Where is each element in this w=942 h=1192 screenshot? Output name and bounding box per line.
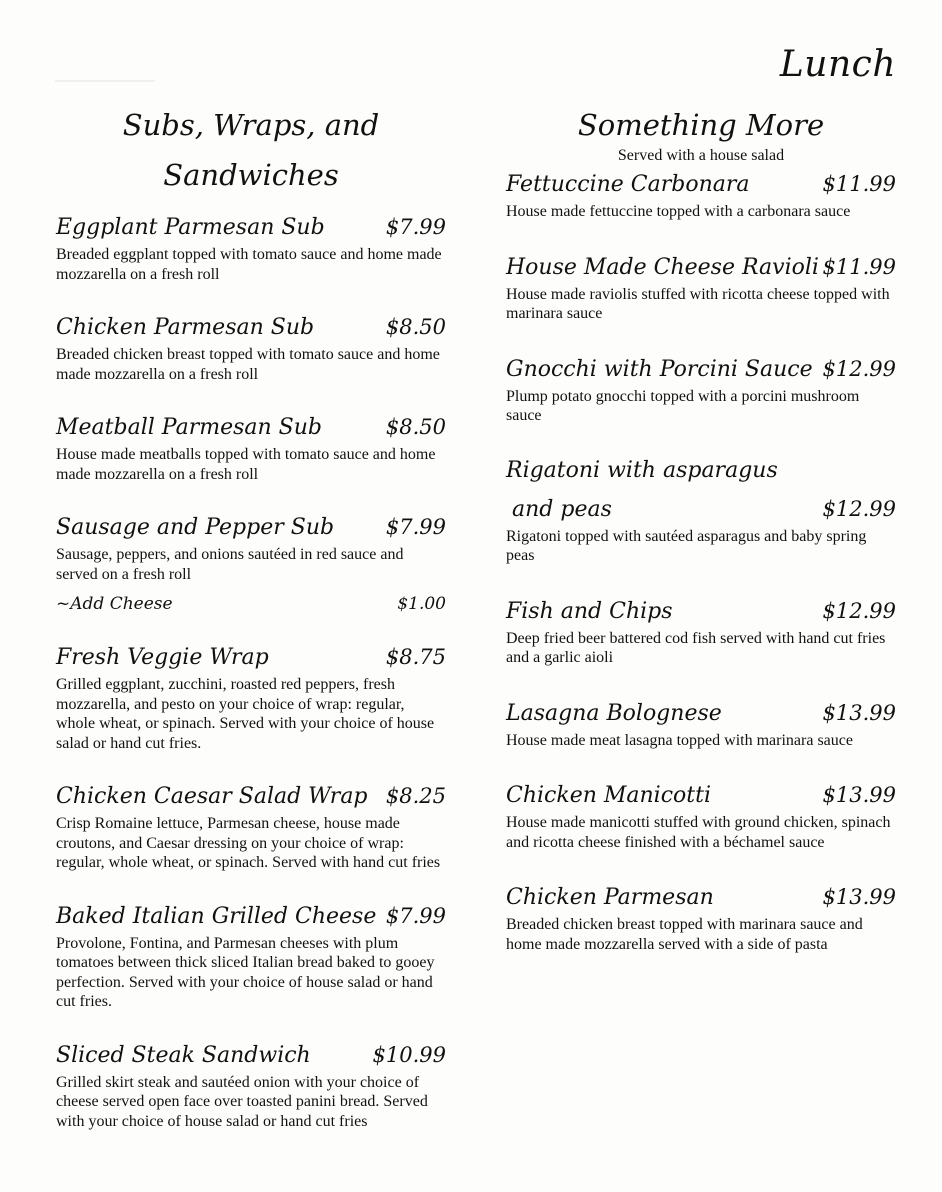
menu-item [56, 781, 446, 873]
item-name: Meatball Parmesan Sub [56, 415, 322, 440]
item-price: $12.99 [822, 598, 896, 623]
menu-item [56, 901, 446, 1012]
menu-item [56, 642, 446, 753]
item-name: Sliced Steak Sandwich [56, 1042, 311, 1068]
menu-item [506, 354, 896, 426]
menu-item [506, 252, 896, 324]
item-price: $8.25 [385, 784, 446, 808]
bleed-through-mark [55, 40, 155, 82]
item-description: Rigatoni topped with sautéed asparagus and baby spring peas [506, 527, 867, 564]
item-name: Eggplant Parmesan Sub [56, 215, 325, 240]
item-description: Plump potato gnocchi topped with a porcini mushroom sauce [506, 387, 860, 424]
page-title: Lunch [779, 44, 896, 85]
item-description: Deep fried beer battered cod fish served with hand cut fries and a garlic aioli [506, 629, 886, 666]
add-cheese-option [56, 594, 446, 614]
menu-item [506, 596, 896, 668]
item-description: House made manicotti stuffed with ground chicken, spinach and ricotta cheese finished with a béchamel sauce [506, 814, 891, 851]
item-description: Crisp Romaine lettuce, Parmesan cheese, house made croutons, and Caesar dressing on your choice of wrap: regular, whole wheat, or spinach. Served with hand cut fries [56, 815, 441, 871]
item-name: House Made Cheese Ravioli [506, 254, 819, 280]
item-price: $8.75 [385, 645, 446, 669]
item-name: Sausage and Pepper Sub [56, 515, 335, 540]
item-description: House made meatballs topped with tomato sauce and home made mozzarella on a fresh roll [56, 446, 436, 483]
item-price: $13.99 [822, 783, 896, 807]
item-name: Chicken Parmesan [506, 885, 714, 910]
menu-item [56, 212, 446, 284]
addon-label: ~Add Cheese [56, 594, 173, 614]
item-description: House made raviolis stuffed with ricotta cheese topped with marinara sauce [506, 285, 890, 322]
item-price: $11.99 [822, 172, 896, 196]
item-description: Breaded eggplant topped with tomato sauce and home made mozzarella on a fresh roll [56, 246, 442, 283]
item-name: Chicken Manicotti [506, 783, 712, 808]
item-description: Breaded chicken breast topped with marinara sauce and home made mozzarella served with a side of pasta [506, 916, 863, 953]
item-price: $13.99 [822, 700, 896, 725]
menu-item [56, 312, 446, 384]
item-description: House made meat lasagna topped with marinara sauce [506, 731, 853, 749]
section-title-line1: Subs, Wraps, and [122, 108, 380, 142]
menu-item [56, 512, 446, 614]
addon-price: $1.00 [397, 594, 446, 614]
section-title: Something More [577, 108, 825, 142]
section-title-line2: Sandwiches [163, 158, 339, 192]
item-name: Chicken Parmesan Sub [56, 315, 315, 340]
item-price: $11.99 [822, 254, 896, 279]
item-name-line2: and peas [512, 496, 612, 522]
menu-item [506, 698, 896, 751]
subs-wraps-sandwiches-section [56, 100, 446, 1131]
section-note: Served with a house salad [617, 147, 785, 164]
item-price: $10.99 [372, 1042, 446, 1067]
menu-item [506, 169, 896, 222]
item-name: Fettuccine Carbonara [506, 172, 750, 197]
item-name: Fish and Chips [506, 598, 673, 624]
something-more-section [506, 103, 896, 954]
item-price: $12.99 [822, 356, 896, 381]
item-name: Gnocchi with Porcini Sauce [506, 356, 813, 382]
menu-item [506, 456, 896, 566]
menu-item [56, 1040, 446, 1132]
item-name: Lasagna Bolognese [506, 700, 722, 726]
item-price: $8.50 [385, 315, 446, 339]
item-price: $7.99 [385, 215, 446, 239]
item-description: Sausage, peppers, and onions sautéed in red sauce and served on a fresh roll [56, 546, 404, 583]
item-description: Breaded chicken breast topped with tomato sauce and home made mozzarella on a fresh roll [56, 346, 440, 383]
item-price: $8.50 [385, 415, 446, 439]
item-price: $7.99 [385, 903, 446, 928]
menu-item [506, 780, 896, 852]
item-name: Fresh Veggie Wrap [56, 645, 269, 670]
item-price: $12.99 [822, 496, 896, 521]
item-description: House made fettuccine topped with a carbonara sauce [506, 203, 851, 220]
item-price: $13.99 [822, 885, 896, 909]
item-price: $7.99 [385, 515, 446, 539]
item-name: Baked Italian Grilled Cheese [56, 903, 377, 929]
item-description: Provolone, Fontina, and Parmesan cheeses with plum tomatoes between thick sliced Italian bread baked to gooey perfection. Served with your choice of house salad or hand cut fries. [56, 934, 435, 1010]
item-name: Rigatoni with asparagus [506, 457, 778, 483]
menu-item [506, 882, 896, 954]
item-name: Chicken Caesar Salad Wrap [56, 784, 368, 809]
item-description: Grilled eggplant, zucchini, roasted red peppers, fresh mozzarella, and pesto on your choice of wrap: regular, whole wheat, or spinach. Served with your choice of house salad or hand cut fries. [56, 676, 435, 752]
menu-item [56, 412, 446, 484]
item-description: Grilled skirt steak and sautéed onion with your choice of cheese served open face over toasted panini bread. Served with your choice of house salad or hand cut fries [56, 1073, 428, 1130]
